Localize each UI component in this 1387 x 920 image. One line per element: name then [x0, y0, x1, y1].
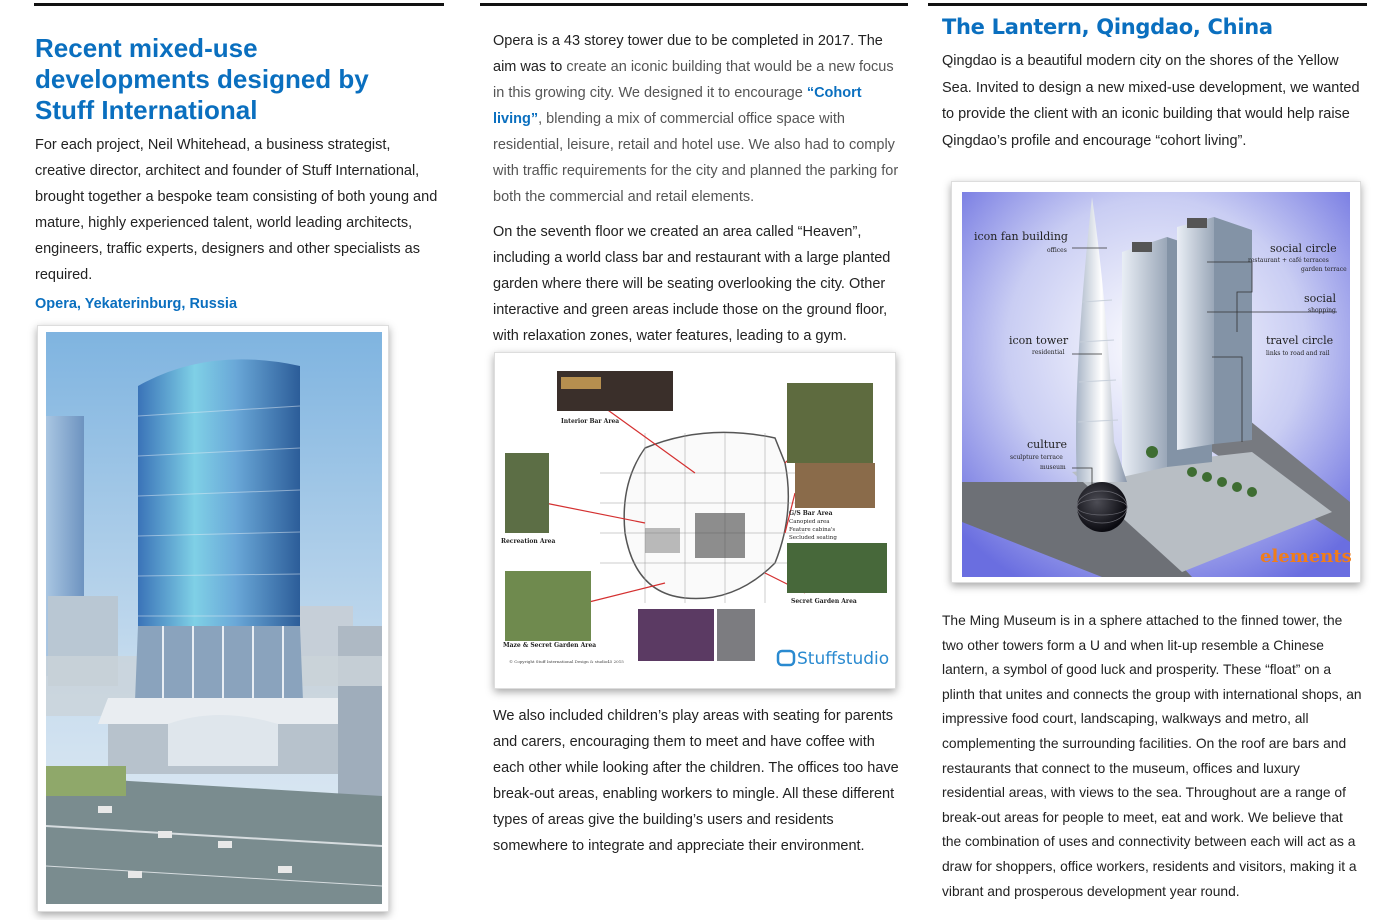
social-circle-sub2: garden terrace	[1301, 266, 1347, 273]
gs-bar-sub2: Feature cabina's	[789, 527, 836, 533]
right-column	[942, 15, 1362, 154]
floor-plan-image	[494, 352, 896, 689]
lantern-paragraph-1: Qingdao is a beautiful modern city on the shores of the Yellow Sea. Invited to design a new mixed-use development, we wanted to provide the client with an iconic building that would help raise Qingdao’s profile and encourage “cohort living”.	[942, 53, 1360, 149]
opera-paragraph-1-a: Opera is a 43 storey tower due to be completed in 2017. The aim was to	[493, 33, 883, 75]
lantern-render-illustration	[952, 182, 1360, 582]
icon-tower-sub: residential	[1032, 349, 1065, 356]
right-column-bottom	[942, 609, 1362, 904]
middle-column-bottom	[493, 703, 908, 859]
opera-tower-illustration	[38, 326, 388, 911]
cohort-living-highlight: “Cohort living”	[493, 85, 862, 127]
gs-bar-sub1: Canopied area	[789, 519, 830, 525]
plan-copyright: © Copyright Stuff International Design & studio45 2015	[509, 659, 624, 664]
social-circle-label: social circle	[1270, 242, 1337, 255]
middle-column	[493, 28, 908, 349]
intro-paragraph: For each project, Neil Whitehead, a business strategist, creative director, architect and founder of Stuff International, brought together a bespoke team consisting of both young and mature, highly experienced talent, world leading architects, engineers, traffic experts, designers and other specialists as required.	[35, 137, 438, 283]
floor-plan-illustration	[495, 353, 895, 688]
gs-bar-sub3: Secluded seating	[789, 535, 837, 541]
stuffstudio-logo	[778, 649, 889, 669]
interior-bar-label: Interior Bar Area	[561, 418, 620, 425]
icon-tower-label: icon tower	[1009, 334, 1069, 347]
page-heading: Recent mixed-use developments designed by Stuff International	[35, 33, 369, 125]
social-sub: shopping	[1308, 307, 1336, 314]
travel-circle-label: travel circle	[1266, 334, 1334, 347]
culture-sub1: sculpture terrace	[1010, 454, 1063, 461]
lantern-render-image	[951, 181, 1361, 583]
elements-logo: elements	[1260, 546, 1352, 567]
recreation-label: Recreation Area	[501, 538, 556, 545]
travel-circle-sub: links to road and rail	[1266, 350, 1330, 357]
social-label: social	[1304, 292, 1337, 305]
culture-sub2: museum	[1040, 464, 1066, 471]
svg-text:Stuffstudio: Stuffstudio	[797, 649, 890, 669]
icon-fan-sub: offices	[1047, 247, 1067, 254]
opera-paragraph-1-b: create an iconic building that would be a new focus in this growing city. We designed it to encourage	[493, 59, 894, 101]
lantern-heading: The Lantern, Qingdao, China	[942, 15, 1273, 39]
opera-paragraph-1	[493, 28, 908, 210]
icon-fan-label: icon fan building	[974, 230, 1068, 243]
gs-bar-label: G/S Bar Area	[789, 510, 833, 517]
secret-garden-label: Secret Garden Area	[791, 598, 857, 605]
opera-paragraph-3: We also included children’s play areas with seating for parents and carers, encouraging them to meet and have coffee with each other while looking after the children. The offices too have break-out areas, enabling workers to mingle. All these different types of areas give the building’s users and residents somewhere to integrate and appreciate their environment.	[493, 708, 899, 854]
maze-label: Maze & Secret Garden Area	[503, 642, 597, 649]
opera-paragraph-1-c: , blending a mix of commercial office space with residential, leisure, retail and hotel use. We also had to comply with traffic requirements for the city and planned the parking for both the commercial and retail elements.	[493, 111, 899, 205]
culture-label: culture	[1027, 438, 1068, 451]
left-column	[35, 33, 440, 312]
opera-tower-image	[37, 325, 389, 912]
top-rule-right	[928, 3, 1367, 6]
top-rule-middle	[480, 3, 908, 6]
top-rule-left	[34, 3, 444, 6]
opera-project-title: Opera, Yekaterinburg, Russia	[35, 296, 238, 312]
opera-paragraph-2: On the seventh floor we created an area called “Heaven”, including a world class bar and restaurant with a large planted garden where there will be seating overlooking the city. Other interactive and green areas include those on the ground floor, with relaxation zones, water features, leading to a gym.	[493, 224, 891, 344]
social-circle-sub1: restaurant + café terraces	[1248, 257, 1329, 264]
lantern-paragraph-2: The Ming Museum is in a sphere attached to the finned tower, the two other towers form a U and when lit-up resemble a Chinese lantern, a symbol of good luck and prosperity. These “float” on a plinth that unites and connects the group with international shops, an impressive food court, landscaping, walkways and metro, all complementing the surrounding facilities. On the roof are bars and restaurants that connect to the museum, offices and luxury residential areas, with views to the sea. Throughout are a range of break-out areas for people to meet, eat and work. We believe that the combination of uses and connectivity between each will act as a draw for shoppers, office workers, residents and visitors, making it a vibrant and prosperous development year round.	[942, 613, 1362, 899]
